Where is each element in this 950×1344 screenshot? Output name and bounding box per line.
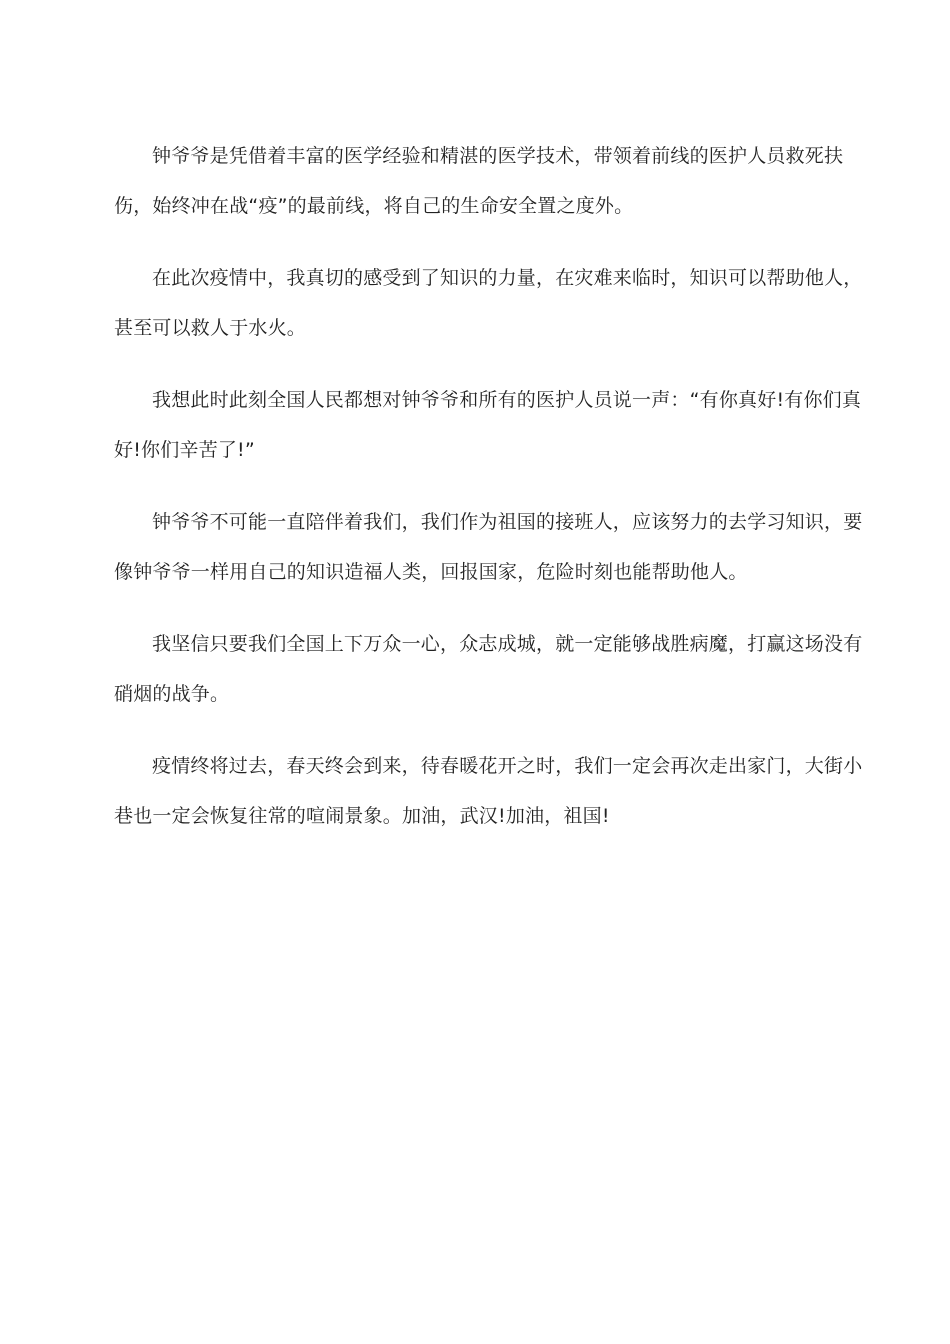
paragraph-3: 我想此时此刻全国人民都想对钟爷爷和所有的医护人员说一声：“有你真好!有你们真好!你们辛苦了!”	[114, 389, 862, 461]
paragraph-4: 钟爷爷不可能一直陪伴着我们，我们作为祖国的接班人，应该努力的去学习知识，要像钟爷爷一样用自己的知识造福人类，回报国家，危险时刻也能帮助他人。	[114, 511, 863, 583]
document-body	[114, 131, 874, 863]
paragraph-2: 在此次疫情中，我真切的感受到了知识的力量，在灾难来临时，知识可以帮助他人，甚至可以救人于水火。	[114, 267, 863, 339]
paragraph-5: 我坚信只要我们全国上下万众一心，众志成城，就一定能够战胜病魔，打赢这场没有硝烟的战争。	[114, 633, 863, 705]
paragraph-1: 钟爷爷是凭借着丰富的医学经验和精湛的医学技术，带领着前线的医护人员救死扶伤，始终冲在战“疫”的最前线，将自己的生命安全置之度外。	[114, 145, 844, 217]
paragraph-6: 疫情终将过去，春天终会到来，待春暖花开之时，我们一定会再次走出家门，大街小巷也一定会恢复往常的喧闹景象。加油，武汉!加油，祖国!	[114, 755, 863, 827]
